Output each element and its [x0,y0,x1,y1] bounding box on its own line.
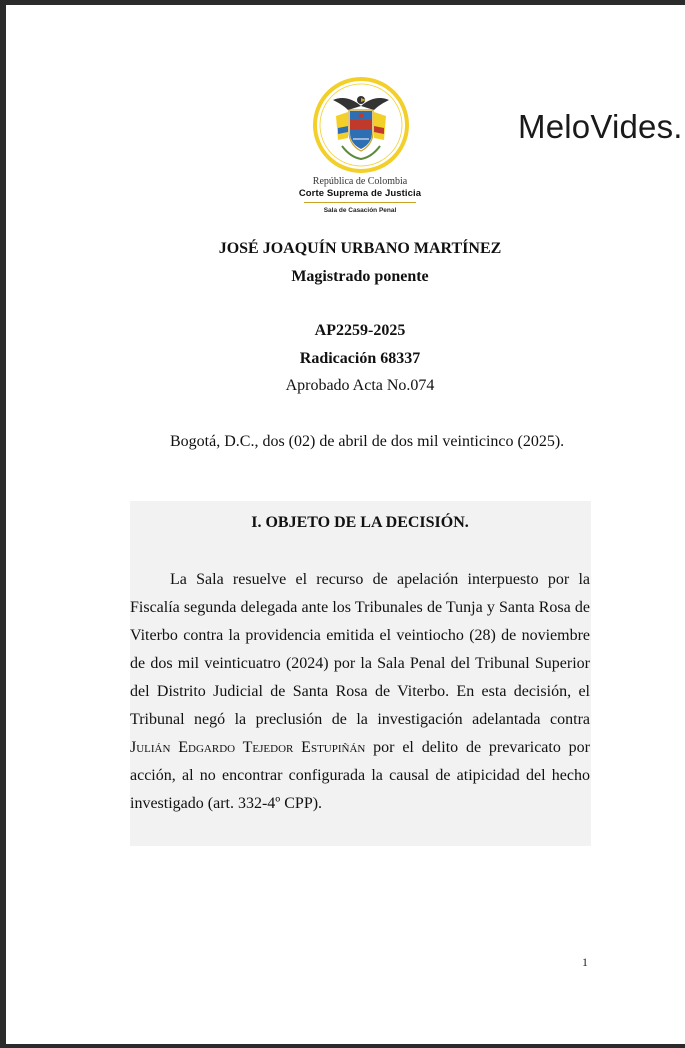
seal-chamber-text: Sala de Casación Penal [323,207,397,214]
date-text: Bogotá, D.C., dos (02) de abril de dos mil veinticinco (2025). [170,433,565,450]
magistrate-role: Magistrado ponente [291,268,429,285]
ap-number: AP2259-2025 [314,322,406,339]
page-number: 1 [582,955,588,969]
court-seal-icon [312,76,410,174]
magistrate-name: JOSÉ JOAQUÍN URBANO MARTÍNEZ [218,240,502,257]
seal-caption [292,176,428,215]
seal-republic-text: República de Colombia [312,176,408,187]
viewer-edge-bottom [0,1044,685,1048]
section-body-part2: por el delito de prevaricato por acción, al no encontrar configurada la causal de atipicidad del hecho investigado (art. 332-4º CPP). [130,739,590,812]
date-paragraph [130,428,590,456]
seal-court-text: Corte Suprema de Justicia [298,188,422,199]
section-body-part1: La Sala resuelve el recurso de apelación interpuesto por la Fiscalía segunda delegada ante los Tribunales de Tunja y Santa Rosa de Viterbo contra la providencia emitida el veintiocho (28) de noviembre de dos mil veinticuatro (2024) por la Sala Penal del Tribunal Superior del Distrito Judicial de Santa Rosa de Viterbo. En esta decisión, el Tribunal negó la preclusión de la investigación adelantada contra [130,571,590,728]
section-title: I. OBJETO DE LA DECISIÓN. [251,514,469,531]
acta-approval: Aprobado Acta No.074 [285,377,435,394]
defendant-name: Julián Edgardo Tejedor Estupiñán [130,739,366,756]
viewer-edge-left [0,0,6,1048]
seal-divider [304,202,416,203]
viewer-edge-top [0,0,685,5]
watermark-logo: MeloVides. [518,108,683,145]
section-body [130,566,590,818]
radicacion-number: Radicación 68337 [299,350,421,367]
